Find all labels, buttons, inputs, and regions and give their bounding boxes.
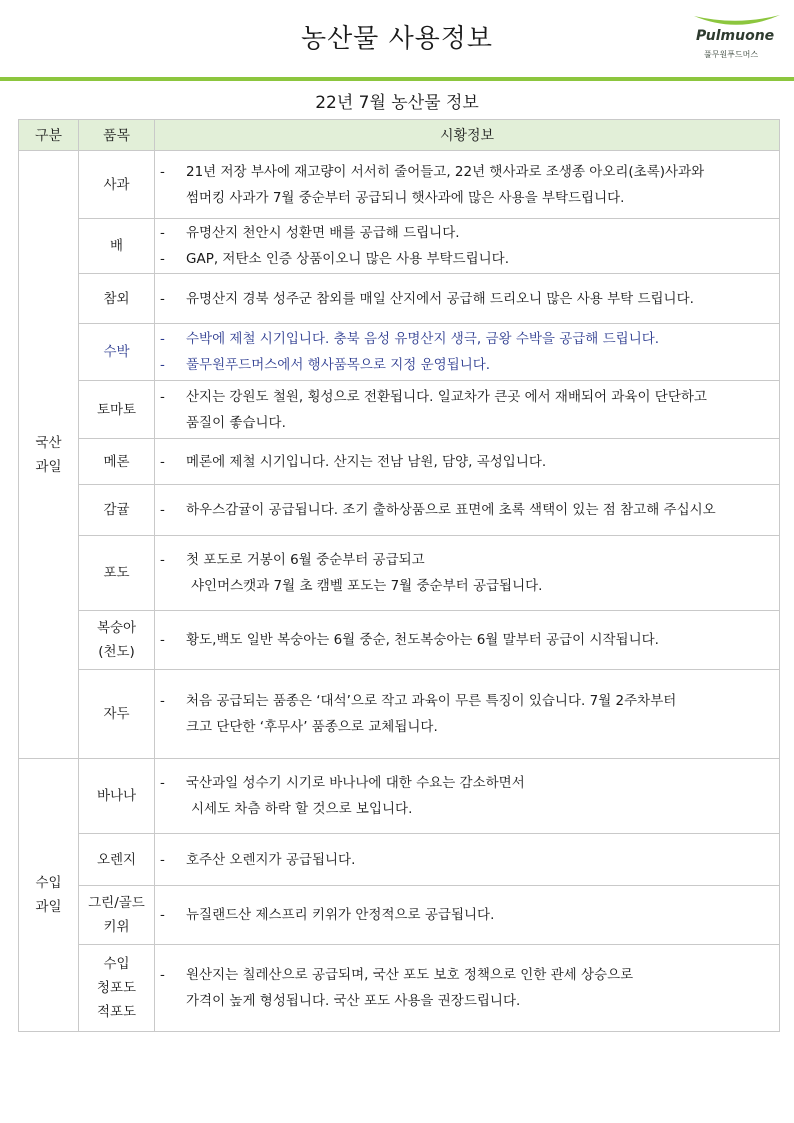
category-label: 과일 [35,899,62,915]
info-text: 유명산지 천안시 성환면 배를 공급해 드립니다. [186,225,460,241]
bullet-dash: - [160,851,165,868]
pulmuone-logo [692,12,782,68]
table-row [19,759,780,834]
logo-name: Pulmuone [696,28,775,44]
market-info-cell [155,381,780,439]
item-label: 토마토 [96,401,137,418]
market-info-cell [155,670,780,759]
table-row [19,611,780,670]
info-text: 원산지는 칠레산으로 공급되며, 국산 포도 보호 정책으로 인한 관세 상승으로 [186,967,634,983]
item-cell [79,536,155,611]
table-row [19,945,780,1032]
item-label: 오렌지 [96,851,137,868]
item-label: 포도 [103,565,130,581]
info-text: GAP, 저탄소 인증 상품이오니 많은 사용 부탁드립니다. [186,251,509,267]
item-label: 메론 [103,453,130,470]
info-line [155,627,779,653]
info-text: 썸머킹 사과가 7월 중순부터 공급되니 햇사과에 많은 사용을 부탁드립니다. [186,189,625,206]
info-line [155,688,779,714]
market-info-cell [155,485,780,536]
page-title: 농산물 사용정보 [300,24,494,54]
info-line [155,988,779,1014]
info-text: 국산과일 성수기 시기로 바나나에 대한 수요는 감소하면서 [186,775,525,791]
table-row [19,381,780,439]
market-info-cell [155,759,780,834]
market-info-cell [155,834,780,886]
info-line [155,410,779,436]
item-label: 참외 [103,290,130,307]
table-row [19,536,780,611]
item-cell [79,886,155,945]
info-line [155,902,779,928]
info-text: 하우스감귤이 공급됩니다. 조기 출하상품으로 표면에 초록 색택이 있는 점 참고해 주십시오 [186,502,716,518]
table-row [19,151,780,219]
document-subtitle: 22년 7월 농산물 정보 [315,93,479,113]
info-text: 호주산 오렌지가 공급됩니다. [186,851,356,868]
category-label: 국산 [35,434,62,451]
item-label: 바나나 [96,788,137,804]
bullet-dash: - [160,907,165,923]
item-label: 복숭아 [96,620,137,636]
bullet-dash: - [160,290,165,307]
table-header-row [19,120,780,151]
bullet-dash: - [160,552,165,568]
info-text: 유명산지 경북 성주군 참외를 매일 산지에서 공급해 드리오니 많은 사용 부탁 드립니다. [186,290,694,307]
info-line [155,286,779,312]
info-text: 수박에 제철 시기입니다. 충북 음성 유명산지 생극, 금왕 수박을 공급해 드립니다. [186,331,660,347]
item-label: 그린/골드 [88,895,145,911]
info-text: 메론에 제철 시기입니다. 산지는 전남 남원, 담양, 곡성입니다. [186,453,547,470]
info-text: 처음 공급되는 품종은 ‘대석’으로 작고 과육이 무른 특징이 있습니다. 7월 2주차부터 [186,693,677,709]
item-cell [79,759,155,834]
info-text: 21년 저장 부사에 재고량이 서서히 줄어들고, 22년 햇사과로 조생종 아오리(초록)사과와 [186,163,705,180]
item-label: 수입 [103,956,130,972]
info-text: 산지는 강원도 철원, 횡성으로 전환됩니다. 일교차가 큰곳 에서 재배되어 과육이 단단하고 [186,388,707,405]
bullet-dash: - [160,502,165,518]
column-header-market-info: 시황정보 [155,120,780,151]
market-info-cell [155,611,780,670]
info-line [155,497,779,523]
info-line [155,384,779,410]
table-row [19,485,780,536]
item-cell [79,485,155,536]
market-info-cell [155,439,780,485]
table-row [19,439,780,485]
bullet-dash: - [160,388,165,405]
info-text: 황도,백도 일반 복숭아는 6월 중순, 천도복숭아는 6월 말부터 공급이 시작됩니다. [186,632,659,648]
info-line [155,159,779,185]
item-label: 수박 [103,344,130,360]
item-cell [79,219,155,274]
info-line [155,796,779,822]
bullet-dash: - [160,251,165,267]
item-label: 적포도 [96,1004,137,1020]
bullet-dash: - [160,967,165,983]
bullet-dash: - [160,357,165,373]
info-text: 시세도 차츰 하락 할 것으로 보입니다. [191,801,413,817]
header-rule [0,77,794,81]
item-label: 청포도 [96,980,137,996]
table-row [19,274,780,324]
info-text: 품질이 좋습니다. [186,414,286,431]
category-label: 과일 [35,458,62,475]
category-cell [19,151,79,759]
market-info-table [18,119,780,1032]
table-row [19,886,780,945]
item-label: 감귤 [103,502,130,518]
market-info-cell [155,219,780,274]
bullet-dash: - [160,632,165,648]
market-info-cell [155,536,780,611]
table-row [19,324,780,381]
item-label: 키위 [103,919,130,935]
info-line [155,220,779,246]
info-line [155,352,779,378]
info-line [155,573,779,599]
item-cell [79,834,155,886]
item-label: 사과 [103,176,130,193]
bullet-dash: - [160,331,165,347]
info-text: 크고 단단한 ‘후무사’ 품종으로 교체됩니다. [186,719,438,735]
bullet-dash: - [160,163,165,180]
bullet-dash: - [160,693,165,709]
item-cell [79,945,155,1032]
info-line [155,185,779,211]
table-row [19,219,780,274]
market-info-cell [155,886,780,945]
market-info-cell [155,151,780,219]
market-info-cell [155,945,780,1032]
info-text: 샤인머스캣과 7월 초 캠벨 포도는 7월 중순부터 공급됩니다. [191,578,543,594]
column-header-item: 품목 [79,120,155,151]
item-cell [79,274,155,324]
item-label: 자두 [103,706,130,722]
item-cell [79,670,155,759]
item-cell [79,611,155,670]
info-line [155,962,779,988]
bullet-dash: - [160,453,165,470]
item-label: 배 [109,238,124,254]
market-info-cell [155,324,780,381]
item-cell [79,151,155,219]
logo-subtitle: 풀무원푸드머스 [704,50,759,59]
info-line [155,714,779,740]
category-label: 수입 [35,875,62,891]
table-row [19,834,780,886]
info-line [155,449,779,475]
info-line [155,547,779,573]
market-info-cell [155,274,780,324]
info-line [155,326,779,352]
item-cell [79,439,155,485]
bullet-dash: - [160,775,165,791]
info-text: 뉴질랜드산 제스프리 키위가 안정적으로 공급됩니다. [186,907,495,923]
info-line [155,847,779,873]
info-text: 가격이 높게 형성됩니다. 국산 포도 사용을 권장드립니다. [186,993,521,1009]
info-text: 첫 포도로 거봉이 6월 중순부터 공급되고 [186,552,425,568]
item-cell [79,381,155,439]
info-text: 풀무원푸드머스에서 행사품목으로 지정 운영됩니다. [186,357,491,373]
info-line [155,770,779,796]
info-line [155,246,779,272]
column-header-category: 구분 [19,120,79,151]
item-label: (천도) [98,644,135,660]
bullet-dash: - [160,225,165,241]
table-row [19,670,780,759]
item-cell [79,324,155,381]
category-cell [19,759,79,1032]
